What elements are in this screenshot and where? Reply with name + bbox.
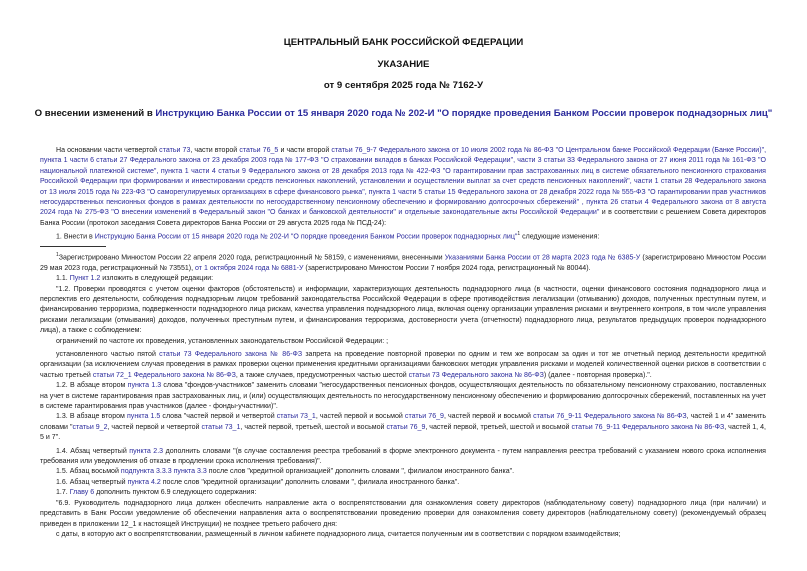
link-punkt-1-2[interactable]: Пункт 1.2 [69,275,101,283]
item-text: , а также случаев, предусмотренных частью шестой [235,371,409,379]
link-article-76-9-b[interactable]: статьи 76_9 [386,423,426,431]
preamble-text: и части второй [278,147,332,154]
item-text: 1. Внести в [56,233,95,241]
doc-type: УКАЗАНИЕ [377,59,430,70]
item-text: дополнить словами "(в случае составления реестра требований в форме электронного документа - путем направления реестра требований с указанием нового срока исполнения требования или уведомления об отказе в продлении срока исполнения требования)". [40,447,766,466]
preamble-paragraph [40,146,766,229]
item-1-5 [40,467,766,477]
quote-6-9: "6.9. Руководитель поднадзорного лица должен обеспечить направление акта о воспрепятствовании для ознакомления совету директоров (наблюдательному совету) поднадзорного лица (при наличии) и представить в Банк России уведомление об обеспечении направления акта о воспрепятствовании проведению проверки для ознакомления совету директоров (наблюдательному совету) (рекомендуемый образец приведен в приложении 12_1 к настоящей Инструкции) не позднее третьего рабочего дня: [40,499,766,528]
item-text: дополнить пунктом 6.9 следующего содержания: [94,489,257,497]
item-text: 1.1. [56,275,70,283]
link-article-9-2[interactable]: статьи 9_2 [72,423,108,431]
title-instruction-link[interactable]: Инструкцию Банка России от 15 января 2020 года № 202-И "О порядке проведения Банком России проверок поднадзорных лиц" [155,108,773,119]
link-laws-list[interactable]: статьи 76_9-7 Федерального закона от 10 июля 2002 года № 86-ФЗ "О Центральном банке Российской Федерации (Банке России)", пункта 1 части 6 статьи 27 Федерального закона от 23 декабря 2003 года № 177-ФЗ "О страховании вкладов в банках Российской Федерации", части 3 статьи 33 Федерального закона от 27 июня 2011 года № 161-ФЗ "О национальной платежной системе", пункта 1 части 4 статьи 9 Федерального закона от 28 декабря 2013 года № 422-ФЗ "О гарантировании прав застрахованных лиц в системе обязательного пенсионного страхования Российской Федерации при формировании и инвестировании средств пенсионных накоплений, установлении и осуществлении выплат за счет средств пенсионных накоплений", части 1 статьи 28 Федерального закона от 13 июля 2015 года № 223-ФЗ "О саморегулируемых организациях в сфере финансового рынка", пункта 1 части 5 статьи 15 Федерального закона от 28 декабря 2022 года № 555-ФЗ "О гарантировании прав участников негосударственных пенсионных фондов в рамках деятельности по негосударственному пенсионному обеспечению и формированию долгосрочных сбережений" , пункта 26 статьи 4 Федерального закона от 8 августа 2024 года № 275-ФЗ "О внесении изменений в Федеральный закон "О банках и банковской деятельности" и отдельные законодательные акты Российской Федерации" [40,147,767,217]
item-text: 1.6. Абзац четвертый [56,478,128,486]
footnote-ref[interactable]: 1 [517,231,521,238]
link-article-73-1-b[interactable]: статьи 73_1 [201,423,241,431]
item-1 [40,229,766,243]
item-text: после слов "кредитной организации" дополнить словами ", филиала иностранного банка". [160,478,460,486]
item-text: , частей первой и восьмой [443,413,534,421]
item-1-6 [40,478,766,488]
item-text: , частей 1 и 4" заменить словами " [40,413,767,431]
org-header: ЦЕНТРАЛЬНЫЙ БАНК РОССИЙСКОЙ ФЕДЕРАЦИИ [283,37,524,48]
title-prefix: О внесении изменений в [34,108,156,119]
footnote-text: Зарегистрировано Минюстом России 22 апреля 2020 года, регистрационный № 58159, с изменениями, внесенными [58,254,445,262]
item-text: , частей первой, третьей, шестой и восьмой [240,423,387,431]
footnote-text: (зарегистрировано Минюстом России 29 мая 2023 года, регистрационный № 73551), [40,254,766,272]
link-article-73-86fz-2[interactable]: статьи 73 Федерального закона № 86-ФЗ [408,371,544,379]
item-text: , частей первой и четвертой [107,423,202,431]
item-text: запрета на проведение повторной проверки по одним и тем же вопросам за один и тот же отчетный период деятельности кредитной организации (за исключением случая проведения в рамках проверки оценки применения кредитными организациями банковских методик управления рисками и моделей количественной оценки рисков в соответствии с частью третьей [40,351,766,379]
item-text: 1.3. В абзаце втором [56,413,127,421]
item-text: , частей 1, 4, 5 и 7". [40,423,766,442]
limits-paragraph: ограничений по частоте их проведения, установленных законодательством Российской Федерации: ; [56,337,389,345]
link-chapter-6[interactable]: Главу 6 [69,489,95,497]
preamble-text: На основании части четвертой [56,147,160,154]
main-body [40,250,766,540]
item-1-3 [40,412,766,443]
link-instruction-202[interactable]: Инструкцию Банка России от 15 января 2020 года № 202-И "О порядке проведения Банком России проверок поднадзорных лиц" [94,233,518,241]
item-text: , частей первой, третьей, шестой и восьмой [425,423,572,431]
item-1-1 [40,274,766,284]
item-1-4 [40,447,766,468]
item-text: после слов "кредитной организацией" дополнить словами ", филиалом иностранного банка". [206,468,515,476]
link-punkt-1-5[interactable]: пункта 1.5 [126,413,161,421]
item-text: 1.2. В абзаце втором [56,382,128,390]
footnote-divider [40,246,106,247]
link-podpunkt-3-3-3[interactable]: подпункта 3.3.3 пункта 3.3 [120,468,207,476]
item-text: установленного частью пятой [56,351,160,358]
link-article-76-9-11-b[interactable]: статьи 76_9-11 Федерального закона № 86-ФЗ [571,423,725,431]
link-ukazanie-6385[interactable]: Указаниями Банка России от 28 марта 2023 года № 6385-У [444,254,641,262]
quote-1-2: "1.2. Проверки проводятся с учетом оценки факторов (обстоятельств) и информации, характеризующих деятельность поднадзорного лица (в частности, оценки финансового состояния поднадзорного лица и перспектив его деятельности, соблюдения поднадзорным лицом требований законодательства Российской Федерации в сфере противодействия легализации (отмыванию) доходов, полученных преступным путем, и финансированию терроризма, подверженности поднадзорного лица рискам, качества управления поднадзорного лица, включая оценку организации управления рисками и внутреннего контроля, в том числе управления рисками легализации (отмывания) доходов, полученных преступным путем, и финансирования терроризма, достоверности учета (отчетности) поднадзорного лица, результатов предыдущих проверок поднадзорного лица), а также с соблюдением: [40,285,766,335]
item-text: слова "частей первой и четвертой [160,413,277,421]
link-article-73-86fz[interactable]: статьи 73 Федерального закона № 86-ФЗ [159,351,303,358]
item-text: изложить в следующей редакции: [100,275,214,283]
link-punkt-4-2[interactable]: пункта 4.2 [127,478,161,486]
link-article-73[interactable]: статьи 73 [159,147,191,154]
item-text: следующие изменения: [520,233,600,241]
doc-date-number: от 9 сентября 2025 года № 7162-У [323,80,484,91]
link-punkt-1-3[interactable]: пункта 1.3 [127,382,162,390]
link-article-76-9-11[interactable]: статьи 76_9-11 Федерального закона № 86-ФЗ [533,413,687,421]
link-article-72-1[interactable]: статьи 72_1 Федерального закона № 86-ФЗ [92,371,236,379]
last-paragraph: с даты, в которую акт о воспрепятствовании, размещенный в личном кабинете поднадзорного лица, считается полученным им в соответствии с порядком взаимодействия; [56,530,621,538]
doc-title [0,108,807,119]
item-text: 1.4. Абзац четвертый [56,447,130,455]
ban-paragraph [40,350,766,381]
preamble-block [40,146,766,243]
item-text: , частей первой и восьмой [315,413,405,421]
link-article-76-5[interactable]: статьи 76_5 [239,147,279,154]
link-ukazanie-6881[interactable]: от 1 октября 2024 года № 6881-У [195,264,304,272]
footnote [40,250,766,274]
item-text: слова "фондов-участников" заменить словами "негосударственных пенсионных фондов, осуществляющих деятельность по обязательному пенсионному страхованию, поставленных на учет в системе гарантирования прав застрахованных лиц, и (или) осуществляющих деятельность по негосударственному пенсионному обеспечению и формированию долгосрочных сбережений, поставленных на учет в системе гарантирования прав участников (далее - фонды-участники)". [40,382,767,411]
link-article-76-9[interactable]: статьи 76_9 [404,413,444,421]
link-punkt-2-3[interactable]: пункта 2.3 [129,447,164,455]
item-text: 1.5. Абзац восьмой [56,468,121,476]
footnote-text: (зарегистрировано Минюстом России 7 ноября 2024 года, регистрационный № 80044). [303,264,591,272]
item-1-7 [40,488,766,498]
item-1-2 [40,381,766,412]
item-text: 1.7. [56,489,70,497]
item-text: ) (далее - повторная проверка).". [543,371,652,379]
link-article-73-1[interactable]: статьи 73_1 [276,413,316,421]
preamble-text: и в соответствии с решением Совета директоров Банка России (протокол заседания Совета директоров Банка России от 29 августа 2025 года № ПСД-24): [40,209,766,227]
preamble-text: , части второй [190,147,240,154]
footnote-mark: 1 [56,252,59,258]
